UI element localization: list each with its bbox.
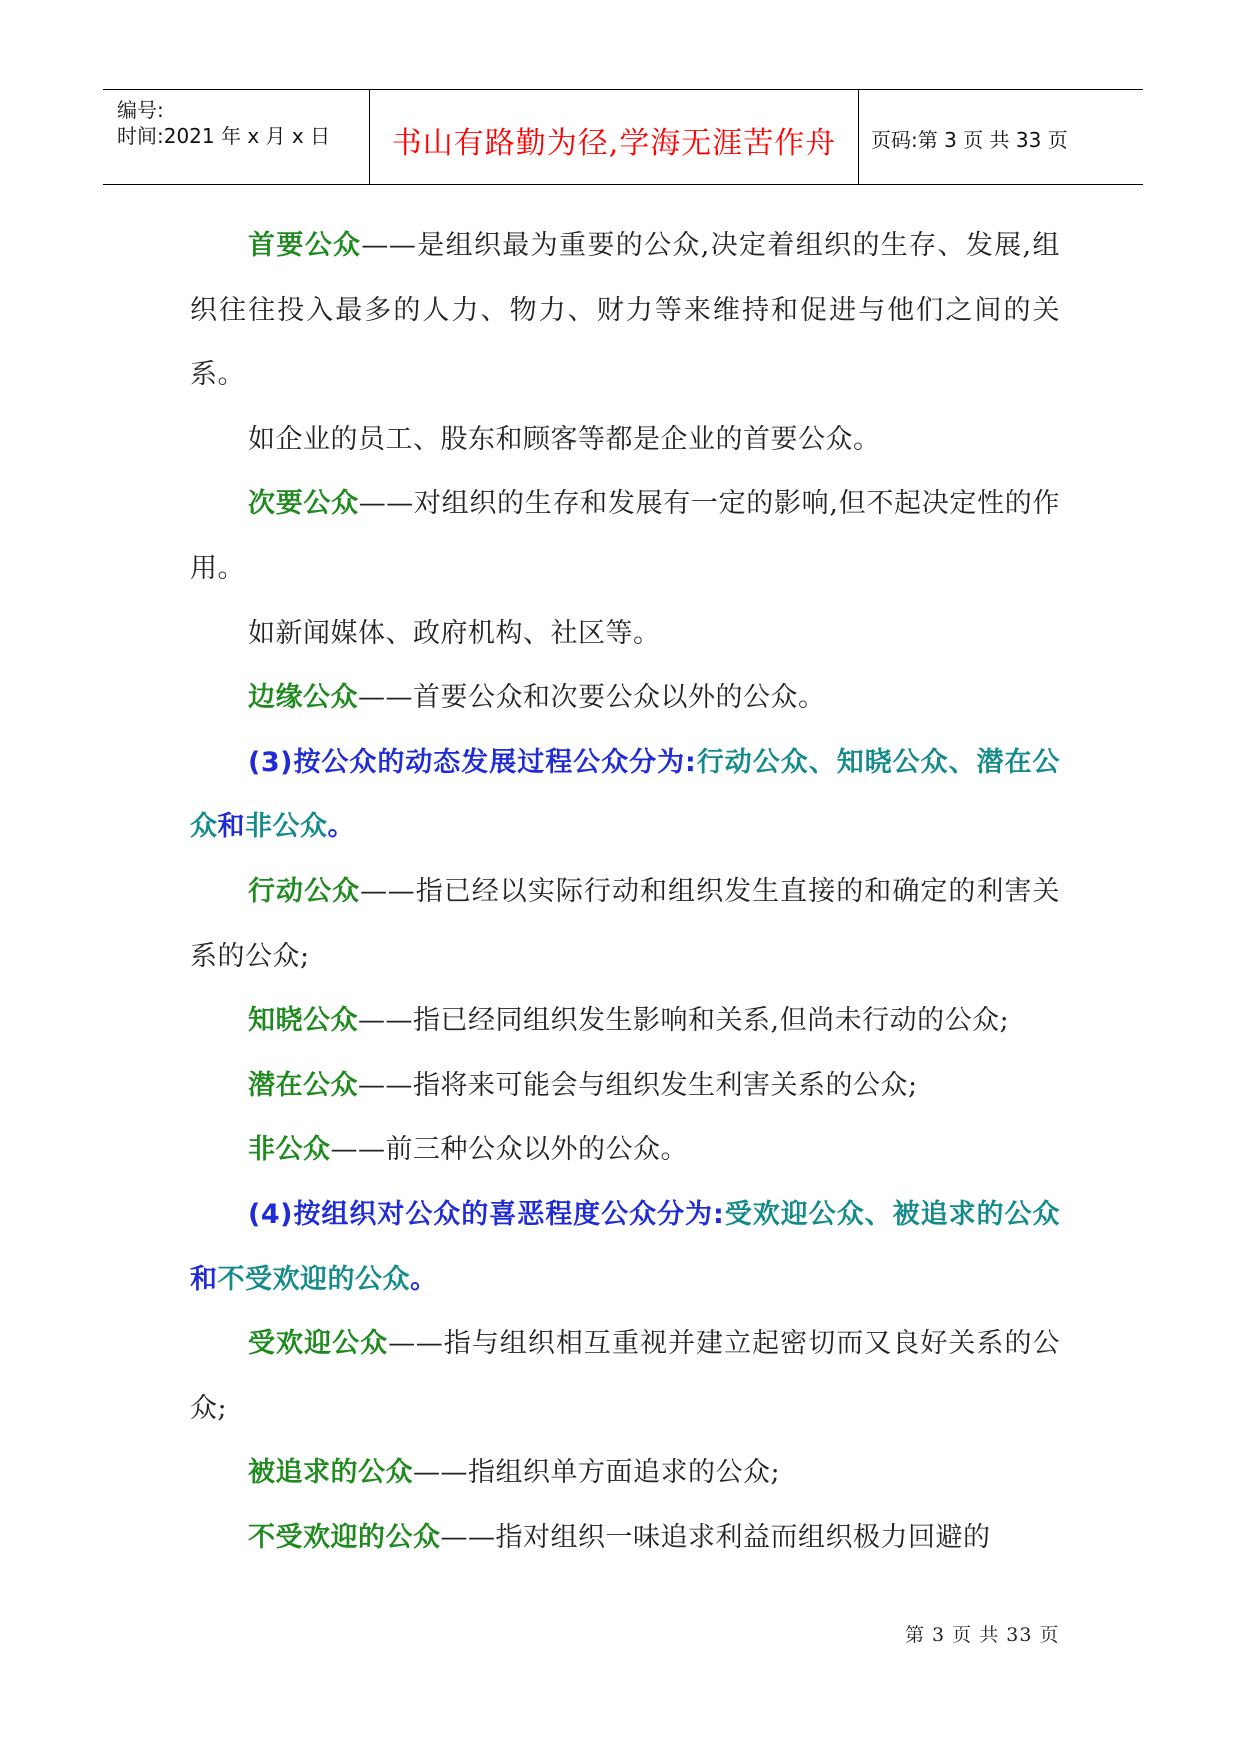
- heading-4-and: 和: [190, 1263, 218, 1295]
- term-welcome-public: 受欢迎公众: [248, 1328, 389, 1360]
- page-footer: 第 3 页 共 33 页: [905, 1624, 1060, 1646]
- header-page-info: 页码:第 3 页 共 33 页: [871, 128, 1068, 152]
- definition-non-public: ——前三种公众以外的公众。: [330, 1134, 688, 1166]
- header-motto-cell: [369, 90, 859, 184]
- document-time-label: 时间:2021 年 x 月 x 日: [117, 124, 331, 148]
- definition-active-public: ——指已经以实际行动和组织发生直接的和确定的利害关系的公众;: [190, 875, 1061, 972]
- header-motto: 书山有路勤为径,学海无涯苦作舟: [391, 126, 837, 161]
- paragraph-non-public: [190, 1118, 1060, 1183]
- heading-3-prefix: (3)按公众的动态发展过程公众分为:: [248, 746, 697, 778]
- section-heading-4: [190, 1183, 1060, 1312]
- heading-4-end: 。: [410, 1263, 438, 1295]
- paragraph-welcome-public: [190, 1312, 1060, 1441]
- paragraph-unwelcome-public: [190, 1506, 1060, 1571]
- heading-4-last-term: 不受欢迎的公众: [217, 1263, 410, 1295]
- term-sought-public: 被追求的公众: [248, 1457, 413, 1489]
- paragraph-primary-example: [190, 408, 1060, 473]
- term-marginal-public: 边缘公众: [248, 682, 358, 714]
- document-body: [190, 214, 1060, 1570]
- term-secondary-public: 次要公众: [248, 488, 359, 520]
- heading-3-terms: 行动公众、知晓公众、潜在公众: [190, 746, 1061, 843]
- definition-latent-public: ——指将来可能会与组织发生利害关系的公众;: [358, 1069, 918, 1101]
- term-active-public: 行动公众: [248, 875, 361, 907]
- heading-3-last-term: 非公众: [245, 811, 328, 843]
- term-primary-public: 首要公众: [248, 230, 362, 261]
- paragraph-active-public: [190, 860, 1060, 989]
- definition-welcome-public: ——指与组织相互重视并建立起密切而又良好关系的公众;: [190, 1328, 1061, 1424]
- paragraph-marginal-public: [190, 666, 1060, 731]
- paragraph-primary-public: [190, 214, 1060, 408]
- example-primary-public: 如企业的员工、股东和顾客等都是企业的首要公众。: [248, 423, 881, 455]
- heading-4-terms: 受欢迎公众、被追求的公众: [724, 1198, 1060, 1230]
- definition-secondary-public: ——对组织的生存和发展有一定的影响,但不起决定性的作用。: [190, 488, 1060, 584]
- document-header: [103, 89, 1143, 185]
- paragraph-aware-public: [190, 989, 1060, 1054]
- header-page-cell: [859, 90, 1143, 184]
- term-non-public: 非公众: [248, 1134, 331, 1166]
- header-meta-cell: [103, 90, 368, 184]
- document-number-label: 编号:: [117, 98, 164, 122]
- heading-3-end: 。: [327, 811, 355, 843]
- definition-marginal-public: ——首要公众和次要公众以外的公众。: [358, 682, 826, 714]
- paragraph-sought-public: [190, 1441, 1060, 1506]
- definition-aware-public: ——指已经同组织发生影响和关系,但尚未行动的公众;: [358, 1005, 1010, 1037]
- section-heading-3: [190, 731, 1060, 860]
- definition-primary-public: ——是组织最为重要的公众,决定着组织的生存、发展,组织往往投入最多的人力、物力、财力等来维持和促进与他们之间的关系。: [190, 230, 1060, 391]
- term-unwelcome-public: 不受欢迎的公众: [248, 1521, 441, 1553]
- definition-sought-public: ——指组织单方面追求的公众;: [413, 1457, 781, 1489]
- example-secondary-public: 如新闻媒体、政府机构、社区等。: [248, 617, 661, 649]
- heading-3-and: 和: [217, 811, 245, 843]
- definition-unwelcome-public: ——指对组织一味追求利益而组织极力回避的: [440, 1521, 991, 1553]
- term-aware-public: 知晓公众: [248, 1005, 358, 1037]
- paragraph-secondary-public: [190, 472, 1060, 601]
- heading-4-prefix: (4)按组织对公众的喜恶程度公众分为:: [248, 1198, 725, 1230]
- paragraph-latent-public: [190, 1054, 1060, 1119]
- paragraph-secondary-example: [190, 602, 1060, 667]
- term-latent-public: 潜在公众: [248, 1069, 358, 1101]
